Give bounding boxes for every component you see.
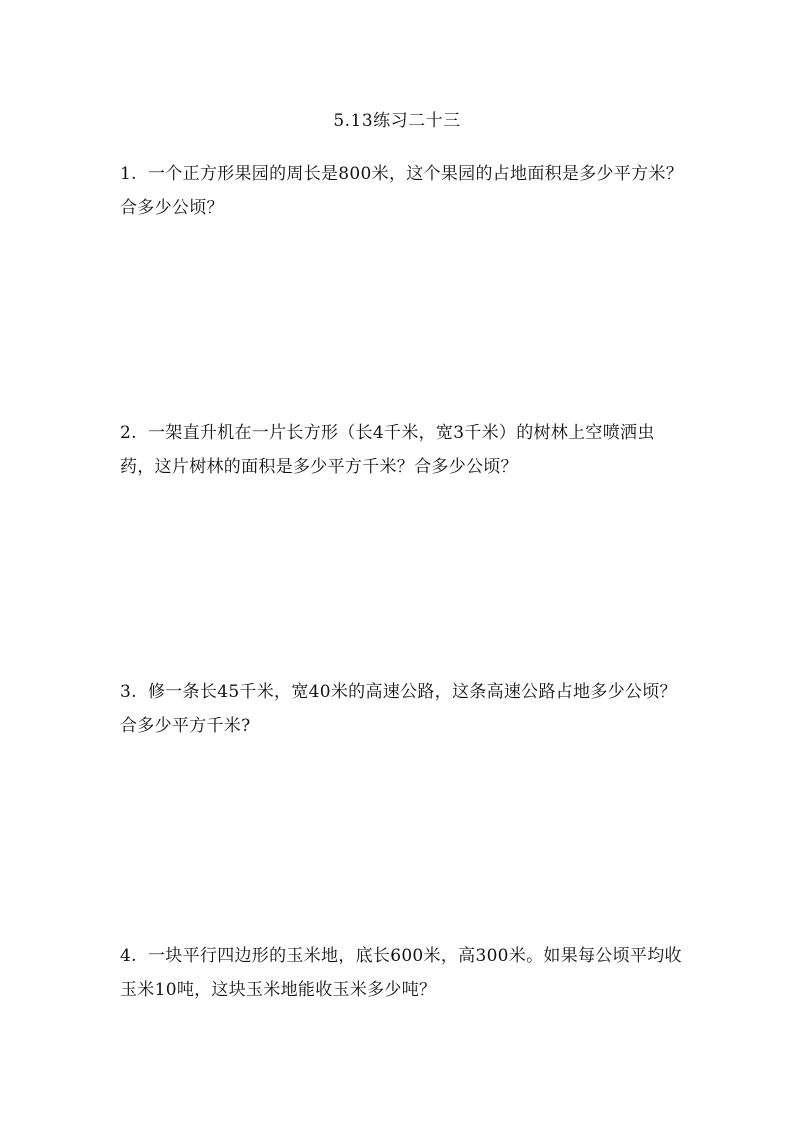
question-number: 2. — [120, 423, 137, 443]
question-text: 一个正方形果园的周长是800米，这个果园的占地面积是多少平方米？合多少公顷？ — [120, 164, 684, 218]
question-text: 一架直升机在一片长方形（长4千米，宽3千米）的树林上空喷洒虫药，这片树林的面积是多少平方千米？合多少公顷？ — [120, 423, 655, 477]
question-3 — [120, 675, 685, 743]
question-number: 3. — [120, 682, 137, 702]
question-1 — [120, 157, 685, 225]
page-title: 5.13练习二十三 — [333, 111, 461, 131]
question-2 — [120, 416, 685, 484]
question-text: 修一条长45千米，宽40米的高速公路，这条高速公路占地多少公顷？合多少平方千米? — [120, 682, 677, 736]
question-text: 一块平行四边形的玉米地，底长600米，高300米。如果每公顷平均收玉米10吨，这块玉米地能收玉米多少吨？ — [120, 946, 682, 1000]
question-number: 4. — [120, 946, 137, 966]
question-4 — [120, 939, 685, 1007]
question-number: 1. — [120, 164, 137, 184]
